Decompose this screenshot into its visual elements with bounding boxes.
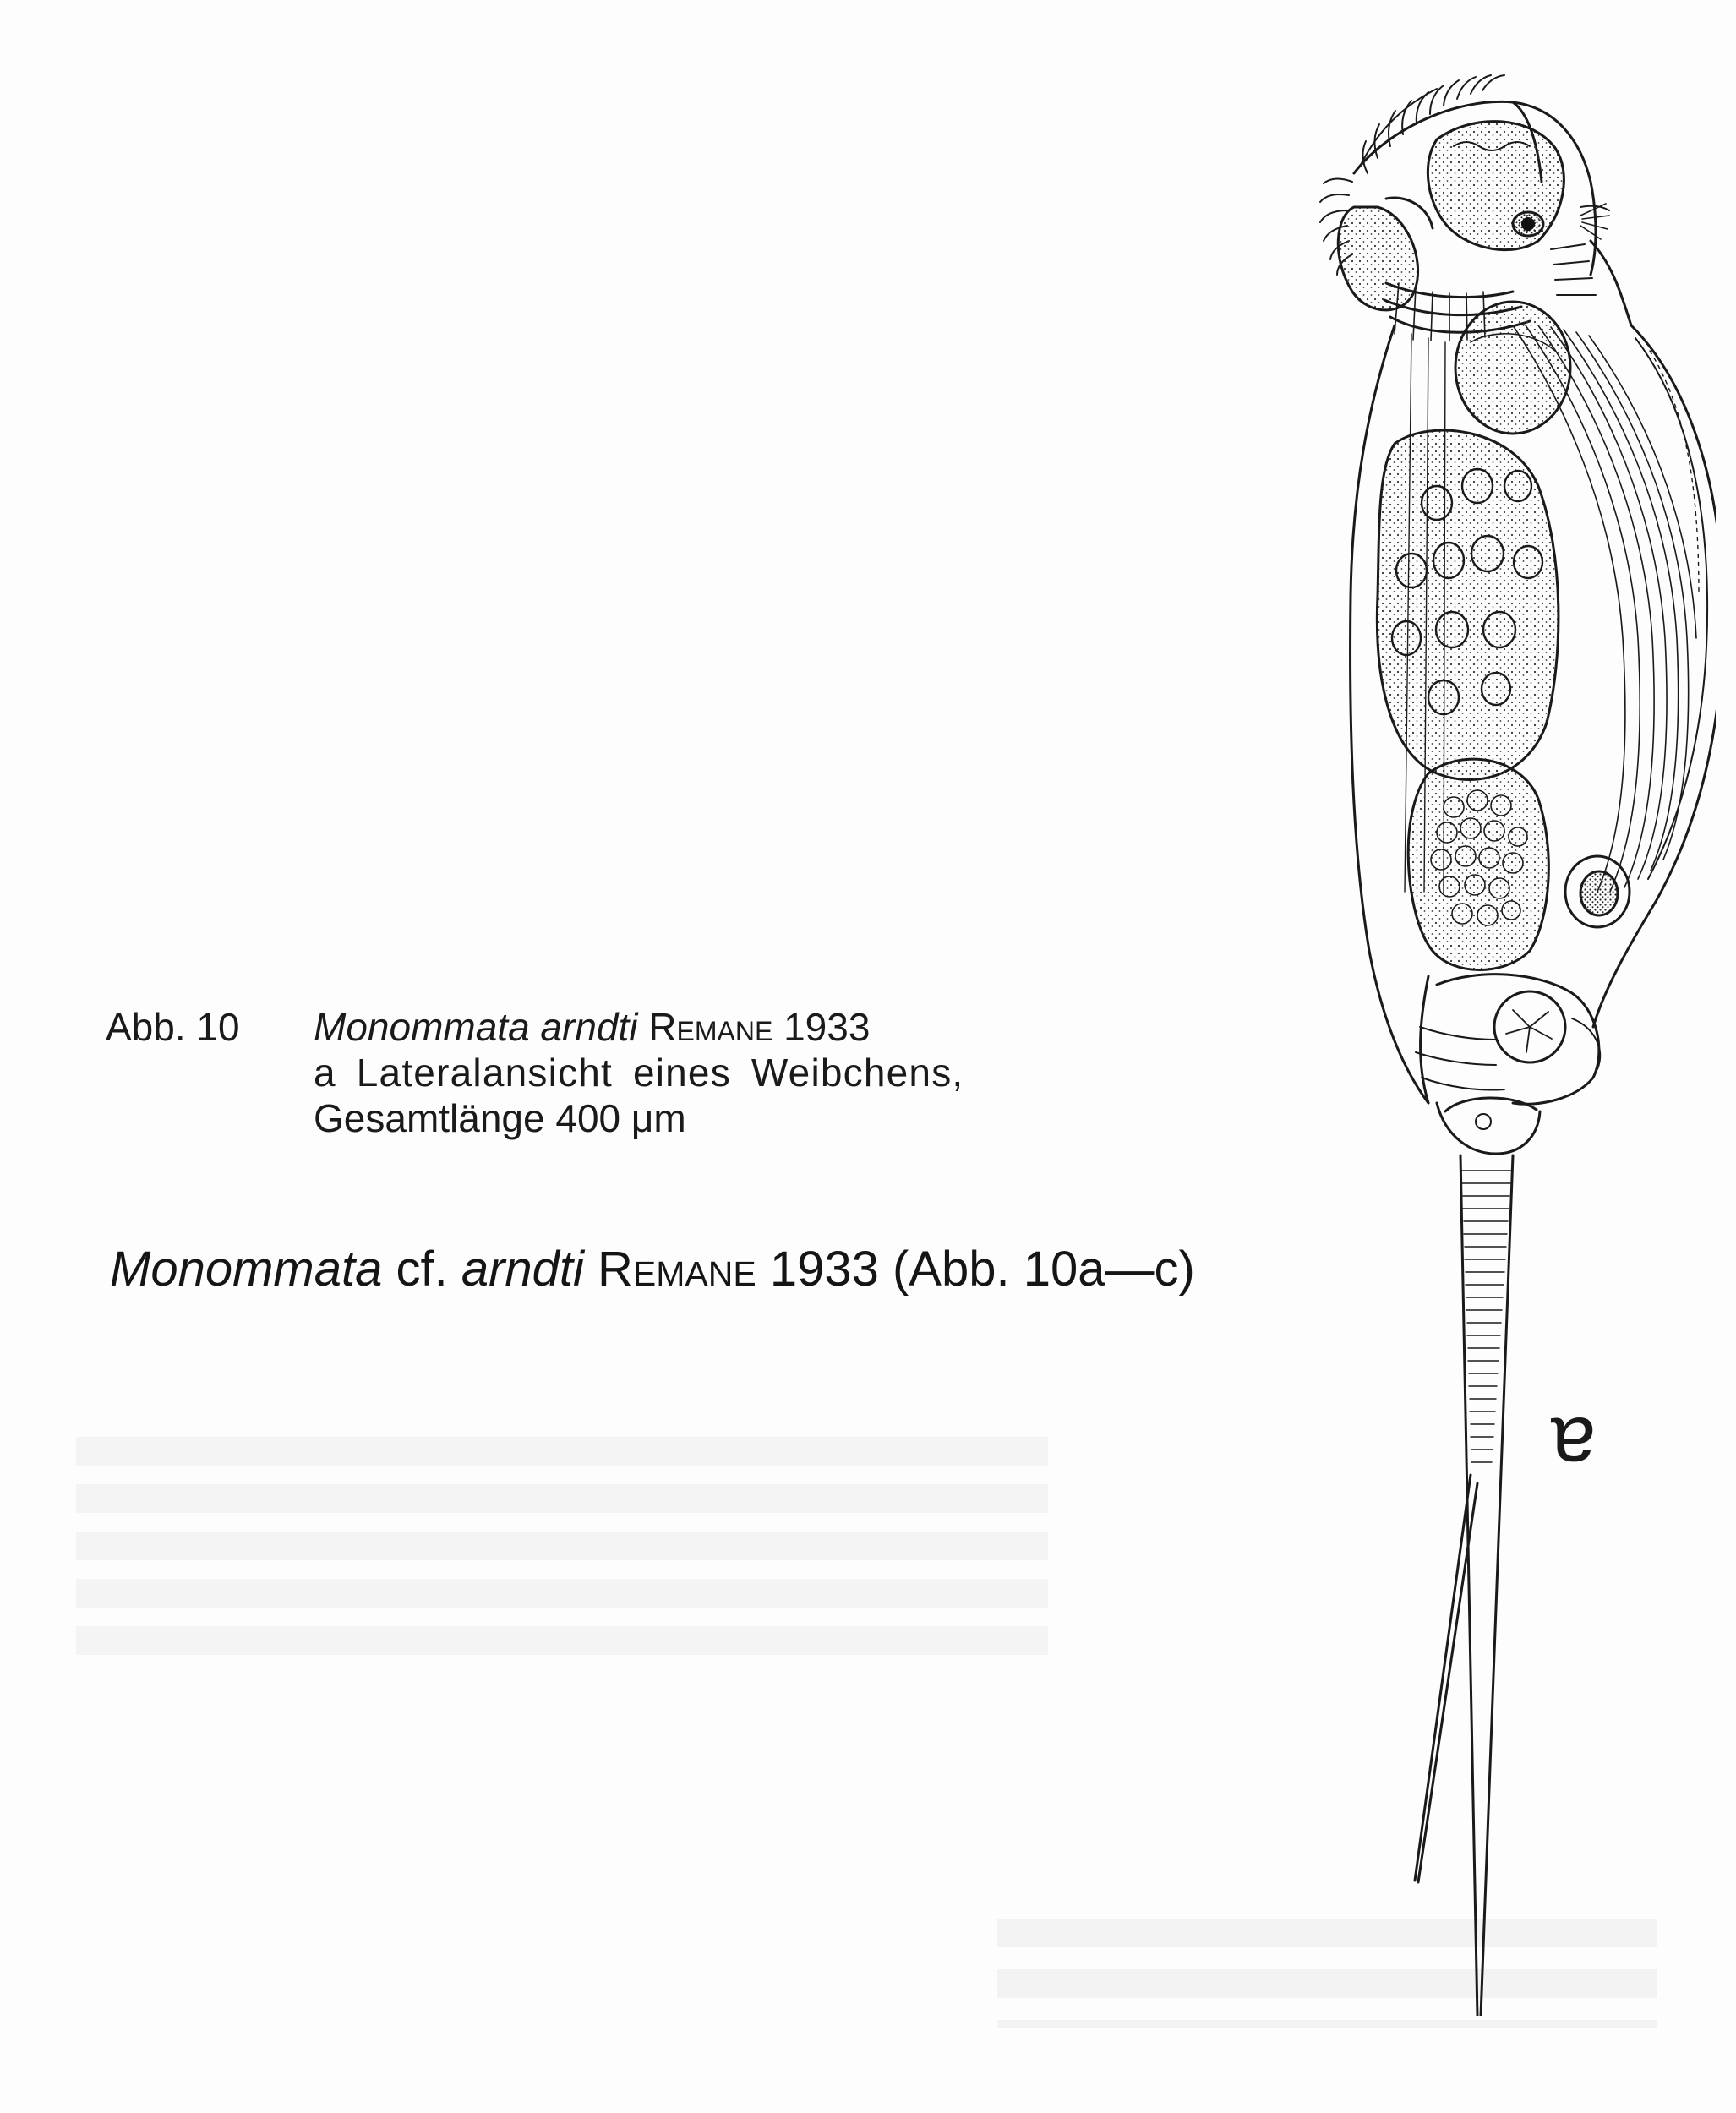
figure-caption xyxy=(106,1004,1120,1141)
caption-line-2: a Lateralansicht eines Weibchens, xyxy=(314,1051,964,1095)
caption-species: Monommata arndti xyxy=(314,1005,638,1049)
section-heading xyxy=(110,1241,1195,1298)
heading-cf: cf. xyxy=(382,1242,461,1297)
panel-letter: a xyxy=(1551,1400,1597,1491)
heading-rest: 1933 (Abb. 10a—c) xyxy=(756,1242,1195,1297)
caption-line-1 xyxy=(106,1004,1120,1050)
heading-genus: Monommata xyxy=(110,1242,383,1297)
short-toe xyxy=(1415,1475,1471,1881)
caption-year: 1933 xyxy=(772,1005,871,1049)
caption-author: Remane xyxy=(648,1005,773,1049)
caption-species-line xyxy=(314,1004,1120,1050)
germarium xyxy=(1455,302,1570,434)
caption-label: Abb. 10 xyxy=(106,1005,240,1049)
rotifer-illustration xyxy=(1259,46,1716,2016)
bleed-through-block xyxy=(76,1437,1048,1657)
heading-species: arndti xyxy=(461,1242,584,1297)
caption-line-3: Gesamtlänge 400 μm xyxy=(314,1096,686,1140)
heading-author: Remane xyxy=(583,1242,756,1297)
